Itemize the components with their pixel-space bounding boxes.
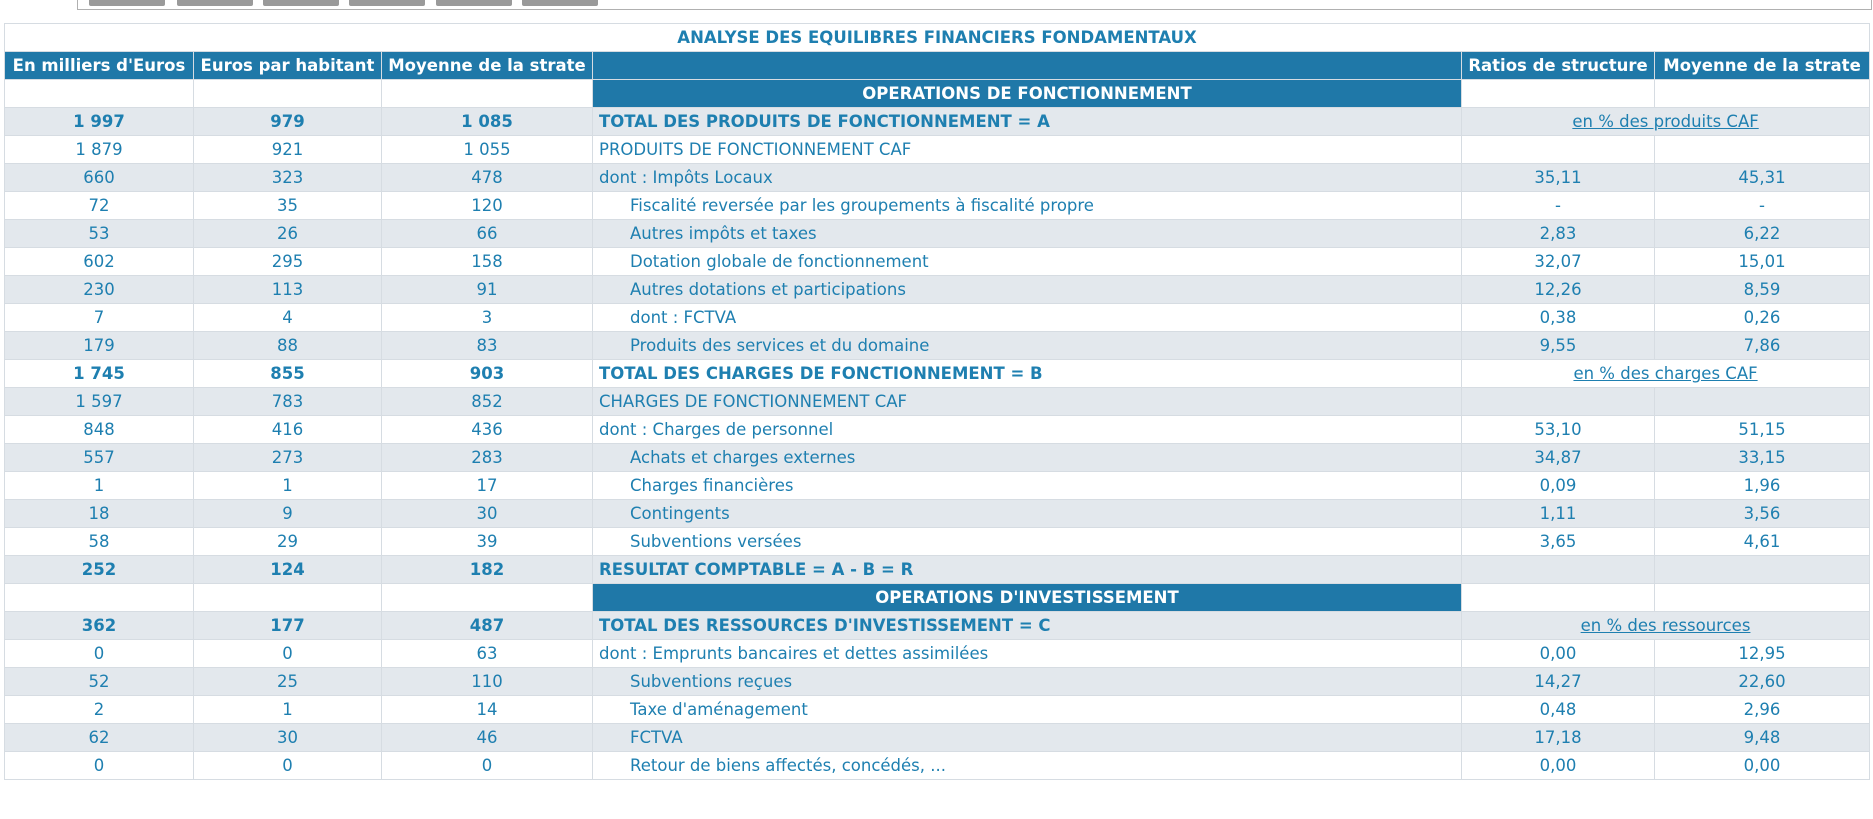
value-euros-par-habitant: 25 [194, 668, 382, 696]
value-euros-par-habitant: 273 [194, 444, 382, 472]
ratio-moyenne-strate-value: 8,59 [1655, 276, 1870, 304]
ratio-structure-value: 53,10 [1462, 416, 1655, 444]
value-euros-par-habitant: 979 [194, 108, 382, 136]
value-euros-par-habitant: 113 [194, 276, 382, 304]
value-moyenne-strate: 83 [382, 332, 593, 360]
value-milliers-euros: 1 745 [5, 360, 194, 388]
row-label: dont : Charges de personnel [593, 416, 1462, 444]
value-milliers-euros: 0 [5, 640, 194, 668]
value-milliers-euros: 2 [5, 696, 194, 724]
row-label: FCTVA [593, 724, 1462, 752]
section-row-investissement [5, 584, 1870, 612]
value-moyenne-strate: 17 [382, 472, 593, 500]
ratio-moyenne-strate-value: 22,60 [1655, 668, 1870, 696]
table-row [5, 696, 1870, 724]
value-milliers-euros: 1 997 [5, 108, 194, 136]
table-row [5, 752, 1870, 780]
header-moyenne-strate: Moyenne de la strate [382, 52, 593, 80]
ratio-structure-value: 32,07 [1462, 248, 1655, 276]
header-euros-par-habitant: Euros par habitant [194, 52, 382, 80]
ratio-structure-value: 2,83 [1462, 220, 1655, 248]
ratio-moyenne-strate-value: 15,01 [1655, 248, 1870, 276]
row-label: Subventions versées [593, 528, 1462, 556]
ratio-structure-value: 0,00 [1462, 640, 1655, 668]
table-row [5, 332, 1870, 360]
value-euros-par-habitant: 124 [194, 556, 382, 584]
value-milliers-euros: 602 [5, 248, 194, 276]
row-label: Produits des services et du domaine [593, 332, 1462, 360]
row-label: Taxe d'aménagement [593, 696, 1462, 724]
value-milliers-euros: 557 [5, 444, 194, 472]
value-milliers-euros: 660 [5, 164, 194, 192]
row-label: RESULTAT COMPTABLE = A - B = R [593, 556, 1462, 584]
ratio-structure-value: 17,18 [1462, 724, 1655, 752]
toolbar-tab-6[interactable] [522, 0, 598, 6]
ratio-structure-value [1462, 388, 1655, 416]
table-row [5, 220, 1870, 248]
investissement-rows [5, 612, 1870, 780]
value-euros-par-habitant: 1 [194, 472, 382, 500]
value-euros-par-habitant: 88 [194, 332, 382, 360]
value-euros-par-habitant: 783 [194, 388, 382, 416]
value-moyenne-strate: 436 [382, 416, 593, 444]
table-row [5, 248, 1870, 276]
value-milliers-euros: 18 [5, 500, 194, 528]
table-row [5, 304, 1870, 332]
value-moyenne-strate: 120 [382, 192, 593, 220]
ratio-structure-value: 35,11 [1462, 164, 1655, 192]
value-euros-par-habitant: 26 [194, 220, 382, 248]
value-moyenne-strate: 158 [382, 248, 593, 276]
value-euros-par-habitant: 9 [194, 500, 382, 528]
value-milliers-euros: 7 [5, 304, 194, 332]
ratio-moyenne-strate-value: 4,61 [1655, 528, 1870, 556]
table-row [5, 500, 1870, 528]
ratio-moyenne-strate-value: 2,96 [1655, 696, 1870, 724]
ratio-structure-value: 0,09 [1462, 472, 1655, 500]
ratio-structure-value: 0,00 [1462, 752, 1655, 780]
table-row [5, 388, 1870, 416]
table-row [5, 472, 1870, 500]
ratio-basis-link[interactable]: en % des ressources [1580, 616, 1751, 635]
row-label: TOTAL DES RESSOURCES D'INVESTISSEMENT = C [593, 612, 1462, 640]
ratio-moyenne-strate-value: 6,22 [1655, 220, 1870, 248]
ratio-moyenne-strate-value: 3,56 [1655, 500, 1870, 528]
ratio-link-cell [1462, 612, 1870, 640]
value-moyenne-strate: 903 [382, 360, 593, 388]
value-euros-par-habitant: 35 [194, 192, 382, 220]
ratio-link-cell [1462, 360, 1870, 388]
ratio-moyenne-strate-value: 51,15 [1655, 416, 1870, 444]
ratio-structure-value: 9,55 [1462, 332, 1655, 360]
ratio-basis-link[interactable]: en % des charges CAF [1573, 364, 1758, 383]
row-label: dont : Impôts Locaux [593, 164, 1462, 192]
value-euros-par-habitant: 29 [194, 528, 382, 556]
value-moyenne-strate: 30 [382, 500, 593, 528]
row-label: TOTAL DES CHARGES DE FONCTIONNEMENT = B [593, 360, 1462, 388]
ratio-moyenne-strate-value: 45,31 [1655, 164, 1870, 192]
value-euros-par-habitant: 416 [194, 416, 382, 444]
value-milliers-euros: 62 [5, 724, 194, 752]
value-moyenne-strate: 110 [382, 668, 593, 696]
ratio-structure-value: 34,87 [1462, 444, 1655, 472]
value-milliers-euros: 252 [5, 556, 194, 584]
value-moyenne-strate: 1 055 [382, 136, 593, 164]
value-milliers-euros: 848 [5, 416, 194, 444]
toolbar-tab-2[interactable] [177, 0, 253, 6]
financial-analysis-table [4, 23, 1870, 780]
value-moyenne-strate: 3 [382, 304, 593, 332]
row-label: Subventions reçues [593, 668, 1462, 696]
header-moyenne-strate-ratios: Moyenne de la strate [1655, 52, 1870, 80]
value-euros-par-habitant: 4 [194, 304, 382, 332]
value-milliers-euros: 58 [5, 528, 194, 556]
value-milliers-euros: 179 [5, 332, 194, 360]
ratio-moyenne-strate-value: 0,00 [1655, 752, 1870, 780]
value-euros-par-habitant: 0 [194, 752, 382, 780]
value-moyenne-strate: 1 085 [382, 108, 593, 136]
ratio-structure-value: 0,38 [1462, 304, 1655, 332]
table-row [5, 556, 1870, 584]
fonctionnement-rows [5, 108, 1870, 584]
table-row [5, 416, 1870, 444]
ratio-moyenne-strate-value: 0,26 [1655, 304, 1870, 332]
row-label: Achats et charges externes [593, 444, 1462, 472]
ratio-moyenne-strate-value [1655, 388, 1870, 416]
value-euros-par-habitant: 921 [194, 136, 382, 164]
value-moyenne-strate: 283 [382, 444, 593, 472]
ratio-moyenne-strate-value: 1,96 [1655, 472, 1870, 500]
value-euros-par-habitant: 855 [194, 360, 382, 388]
section-row-fonctionnement [5, 80, 1870, 108]
value-moyenne-strate: 478 [382, 164, 593, 192]
ratio-structure-value: 12,26 [1462, 276, 1655, 304]
ratio-structure-value [1462, 136, 1655, 164]
section-title-investissement: OPERATIONS D'INVESTISSEMENT [593, 584, 1462, 612]
ratio-basis-link[interactable]: en % des produits CAF [1572, 112, 1759, 131]
ratio-structure-value: 3,65 [1462, 528, 1655, 556]
table-row [5, 108, 1870, 136]
value-euros-par-habitant: 1 [194, 696, 382, 724]
ratio-link-cell [1462, 108, 1870, 136]
ratio-structure-value: 0,48 [1462, 696, 1655, 724]
table-row [5, 136, 1870, 164]
table-row [5, 276, 1870, 304]
row-label: Autres dotations et participations [593, 276, 1462, 304]
value-euros-par-habitant: 323 [194, 164, 382, 192]
toolbar-frame [77, 0, 1872, 10]
value-moyenne-strate: 852 [382, 388, 593, 416]
row-label: PRODUITS DE FONCTIONNEMENT CAF [593, 136, 1462, 164]
row-label: dont : Emprunts bancaires et dettes assimilées [593, 640, 1462, 668]
table-title: ANALYSE DES EQUILIBRES FINANCIERS FONDAMENTAUX [5, 24, 1870, 52]
table-row [5, 612, 1870, 640]
value-milliers-euros: 0 [5, 752, 194, 780]
table-row [5, 360, 1870, 388]
value-euros-par-habitant: 0 [194, 640, 382, 668]
value-euros-par-habitant: 177 [194, 612, 382, 640]
ratio-moyenne-strate-value: 12,95 [1655, 640, 1870, 668]
ratio-structure-value [1462, 556, 1655, 584]
header-milliers-euros: En milliers d'Euros [5, 52, 194, 80]
ratio-structure-value: 1,11 [1462, 500, 1655, 528]
table-row [5, 724, 1870, 752]
table-row [5, 192, 1870, 220]
value-milliers-euros: 52 [5, 668, 194, 696]
value-moyenne-strate: 91 [382, 276, 593, 304]
value-milliers-euros: 1 [5, 472, 194, 500]
header-row [5, 52, 1870, 80]
row-label: Retour de biens affectés, concédés, ... [593, 752, 1462, 780]
row-label: Dotation globale de fonctionnement [593, 248, 1462, 276]
table-row [5, 164, 1870, 192]
row-label: Fiscalité reversée par les groupements à fiscalité propre [593, 192, 1462, 220]
toolbar-tab-3[interactable] [263, 0, 339, 6]
ratio-moyenne-strate-value: 7,86 [1655, 332, 1870, 360]
header-label [593, 52, 1462, 80]
value-milliers-euros: 53 [5, 220, 194, 248]
value-euros-par-habitant: 295 [194, 248, 382, 276]
value-moyenne-strate: 182 [382, 556, 593, 584]
table-row [5, 444, 1870, 472]
top-toolbar [0, 0, 1873, 12]
ratio-structure-value: 14,27 [1462, 668, 1655, 696]
value-milliers-euros: 1 597 [5, 388, 194, 416]
value-milliers-euros: 72 [5, 192, 194, 220]
ratio-moyenne-strate-value [1655, 136, 1870, 164]
value-milliers-euros: 362 [5, 612, 194, 640]
value-milliers-euros: 230 [5, 276, 194, 304]
table-row [5, 668, 1870, 696]
ratio-moyenne-strate-value: 33,15 [1655, 444, 1870, 472]
toolbar-tab-1[interactable] [89, 0, 165, 6]
ratio-moyenne-strate-value: 9,48 [1655, 724, 1870, 752]
row-label: Charges financières [593, 472, 1462, 500]
row-label: TOTAL DES PRODUITS DE FONCTIONNEMENT = A [593, 108, 1462, 136]
value-moyenne-strate: 46 [382, 724, 593, 752]
value-moyenne-strate: 63 [382, 640, 593, 668]
header-ratios-structure: Ratios de structure [1462, 52, 1655, 80]
value-moyenne-strate: 0 [382, 752, 593, 780]
value-moyenne-strate: 487 [382, 612, 593, 640]
table-title-row [5, 24, 1870, 52]
table-row [5, 528, 1870, 556]
section-title-fonctionnement: OPERATIONS DE FONCTIONNEMENT [593, 80, 1462, 108]
ratio-moyenne-strate-value: - [1655, 192, 1870, 220]
ratio-structure-value: - [1462, 192, 1655, 220]
value-moyenne-strate: 39 [382, 528, 593, 556]
toolbar-tab-5[interactable] [436, 0, 512, 6]
value-milliers-euros: 1 879 [5, 136, 194, 164]
ratio-moyenne-strate-value [1655, 556, 1870, 584]
value-euros-par-habitant: 30 [194, 724, 382, 752]
value-moyenne-strate: 66 [382, 220, 593, 248]
value-moyenne-strate: 14 [382, 696, 593, 724]
row-label: dont : FCTVA [593, 304, 1462, 332]
row-label: Contingents [593, 500, 1462, 528]
row-label: CHARGES DE FONCTIONNEMENT CAF [593, 388, 1462, 416]
row-label: Autres impôts et taxes [593, 220, 1462, 248]
table-row [5, 640, 1870, 668]
toolbar-tab-4[interactable] [349, 0, 425, 6]
